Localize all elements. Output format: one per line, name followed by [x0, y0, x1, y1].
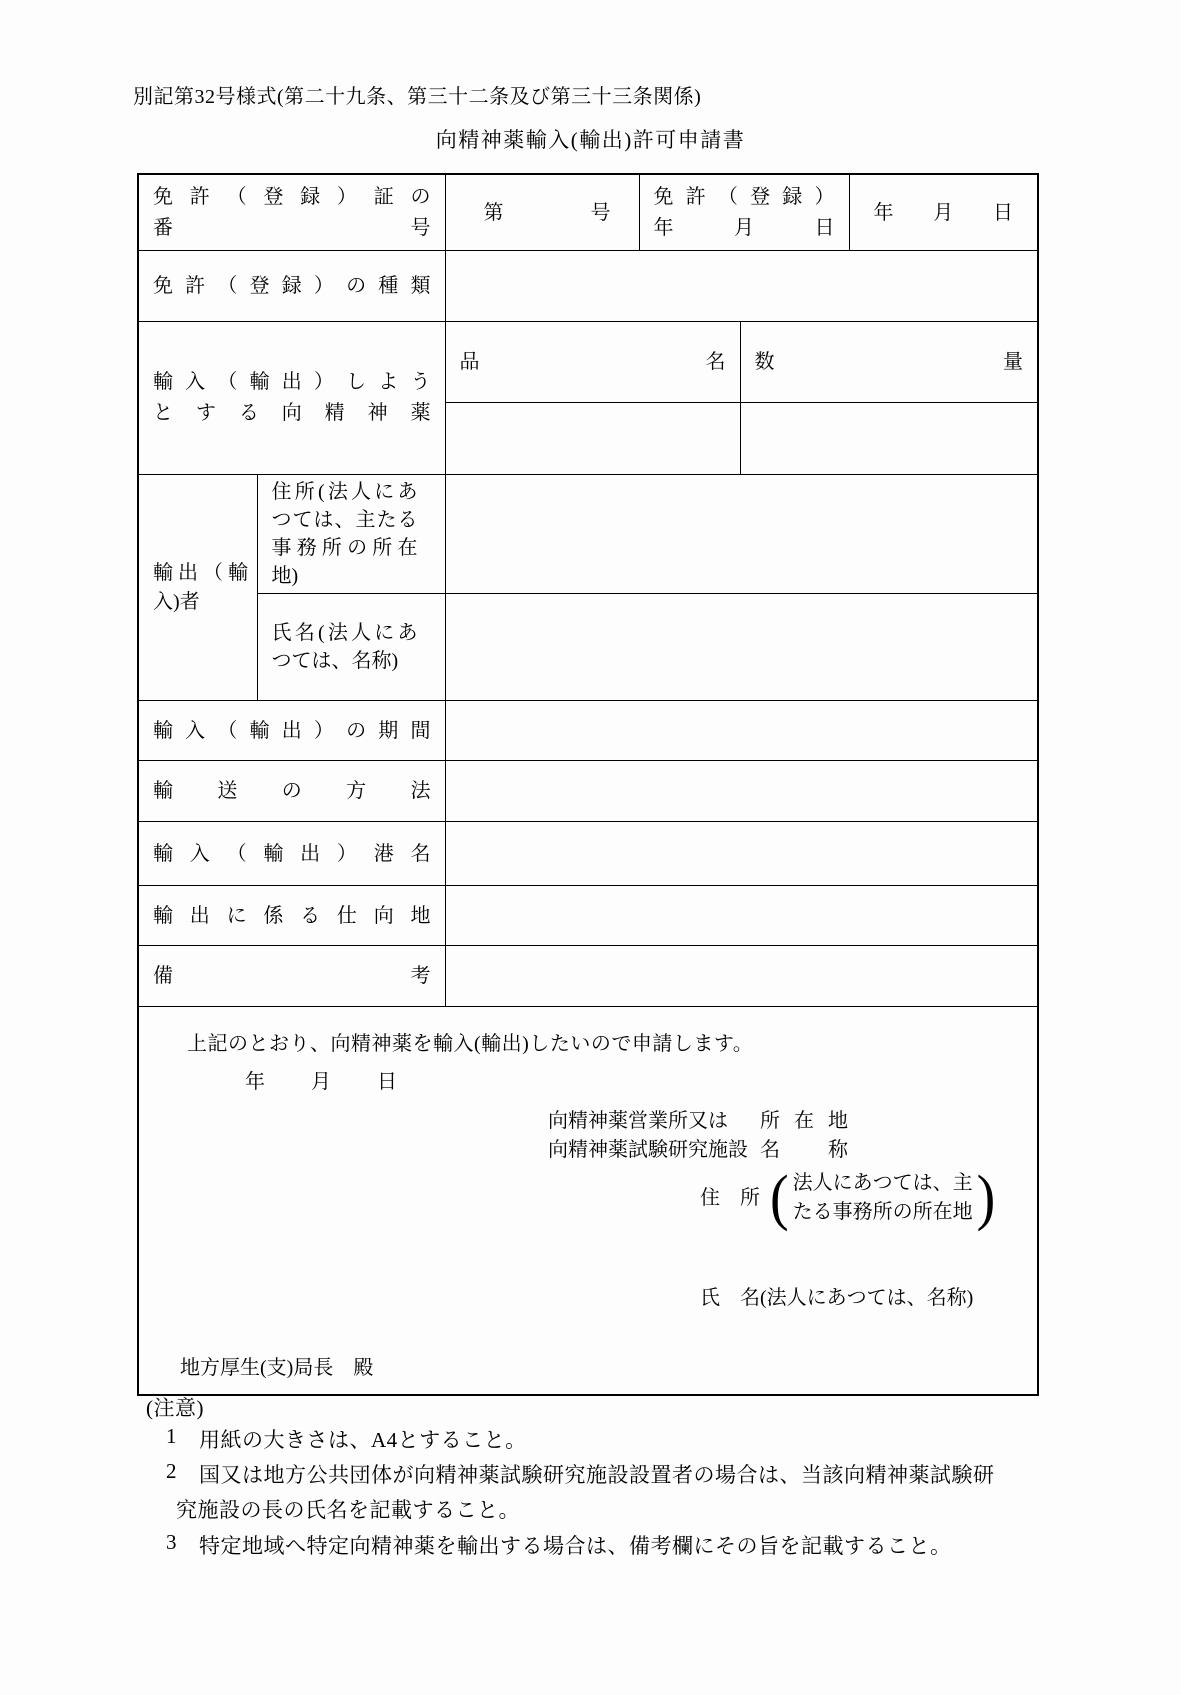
license-number-label-line1: 免許（登録）証の [153, 185, 431, 208]
trader-label-cell [138, 475, 257, 701]
port-row [138, 822, 1038, 886]
trader-label: 輸出（輸入)者 [153, 561, 248, 613]
period-value-cell [445, 701, 1038, 761]
office-name-1: 向精神薬営業所又は [548, 1110, 728, 1132]
transport-label-cell: 輸送の方法 [138, 761, 445, 822]
office-row-2 [548, 1136, 848, 1165]
form-number-note: 別記第32号様式(第二十九条、第三十二条及び第三十三条関係) [133, 86, 702, 108]
transport-row [138, 761, 1038, 822]
trader-name-value-cell [445, 594, 1038, 701]
trader-name-row [138, 594, 1038, 701]
drug-label-cell [138, 322, 445, 475]
notes-heading: (注意) [146, 1396, 204, 1420]
office-field-location: 所在地 [760, 1110, 848, 1132]
trader-name-label-cell [257, 594, 445, 701]
applicant-name-line: 氏 名(法人にあつては、名称) [700, 1287, 974, 1309]
trader-address-row [138, 475, 1038, 594]
note-item-2-continuation: 究施設の長の氏名を記載すること。 [176, 1498, 520, 1522]
declaration-cell [138, 1007, 1038, 1396]
license-number-label-cell [138, 174, 445, 251]
application-form-table [137, 173, 1039, 1396]
drug-header-row [138, 322, 1038, 403]
recipient-line: 地方厚生(支)局長 殿 [180, 1357, 374, 1379]
office-block [548, 1107, 848, 1165]
close-paren-glyph: ) [976, 1163, 996, 1233]
license-date-value-cell: 年月日 [849, 174, 1038, 251]
declaration-row [138, 1007, 1038, 1396]
license-date-label-line2: 年月日 [653, 216, 835, 239]
remarks-label-cell: 備考 [138, 946, 445, 1007]
drug-name-value-cell [445, 403, 740, 475]
form-title: 向精神薬輸入(輸出)許可申請書 [435, 128, 746, 152]
license-date-label-cell [639, 174, 849, 251]
note-1-text: 用紙の大きさは、A4とすること。 [199, 1428, 527, 1452]
note-3-number: 3 [166, 1530, 177, 1554]
trader-address-label-cell [257, 475, 445, 594]
license-number-value-cell: 第 号 [445, 174, 639, 251]
license-number-label-line2: 番号 [153, 216, 431, 239]
address-note-line2: たる事務所の所在地 [792, 1201, 973, 1223]
period-label-cell: 輸入（輸出）の期間 [138, 701, 445, 761]
drug-label-line1: 輸入（輸出）しよう [153, 371, 431, 393]
drug-qty-header-cell: 数量 [740, 322, 1038, 403]
declaration-statement: 上記のとおり、向精神薬を輸入(輸出)したいので申請します。 [187, 1033, 754, 1055]
drug-label-line2: とする向精神薬 [153, 402, 431, 424]
remarks-value-cell [445, 946, 1038, 1007]
note-1-number: 1 [166, 1424, 177, 1448]
note-3-text: 特定地域へ特定向精神薬を輸出する場合は、備考欄にその旨を記載すること。 [199, 1534, 952, 1558]
drug-name-header-cell: 品名 [445, 322, 740, 403]
note-item-3 [166, 1530, 952, 1560]
remarks-row [138, 946, 1038, 1007]
note-item-2 [166, 1459, 995, 1489]
period-row [138, 701, 1038, 761]
applicant-address-block [700, 1163, 996, 1233]
declaration-date-line: 年月日 [245, 1071, 397, 1093]
office-field-name: 名称 [760, 1139, 848, 1161]
note-2-number: 2 [166, 1459, 177, 1483]
license-number-row [138, 174, 1038, 251]
license-date-label-line1: 免許（登録） [653, 185, 835, 208]
transport-value-cell [445, 761, 1038, 822]
destination-value-cell [445, 886, 1038, 946]
license-type-label-cell: 免許（登録）の種類 [138, 251, 445, 322]
office-name-2: 向精神薬試験研究施設 [548, 1139, 748, 1161]
office-row-1 [548, 1107, 848, 1136]
note-item-1 [166, 1424, 527, 1454]
trader-address-label: 住所(法人にあつては、主たる事務所の所在地) [271, 481, 418, 587]
applicant-address-label: 住 所 [700, 1187, 760, 1209]
license-type-row [138, 251, 1038, 322]
note-2-text-line1: 国又は地方公共団体が向精神薬試験研究施設設置者の場合は、当該向精神薬試験研 [199, 1463, 995, 1487]
trader-name-label: 氏名(法人にあつては、名称) [271, 622, 418, 672]
address-note-line1: 法人にあつては、主 [792, 1172, 973, 1194]
destination-label-cell: 輸出に係る仕向地 [138, 886, 445, 946]
destination-row [138, 886, 1038, 946]
license-type-value-cell [445, 251, 1038, 322]
drug-qty-value-cell [740, 403, 1038, 475]
port-value-cell [445, 822, 1038, 886]
open-paren-glyph: ( [770, 1163, 789, 1233]
trader-address-value-cell [445, 475, 1038, 594]
applicant-address-note [793, 1169, 973, 1227]
port-label-cell: 輸入（輸出）港名 [138, 822, 445, 886]
